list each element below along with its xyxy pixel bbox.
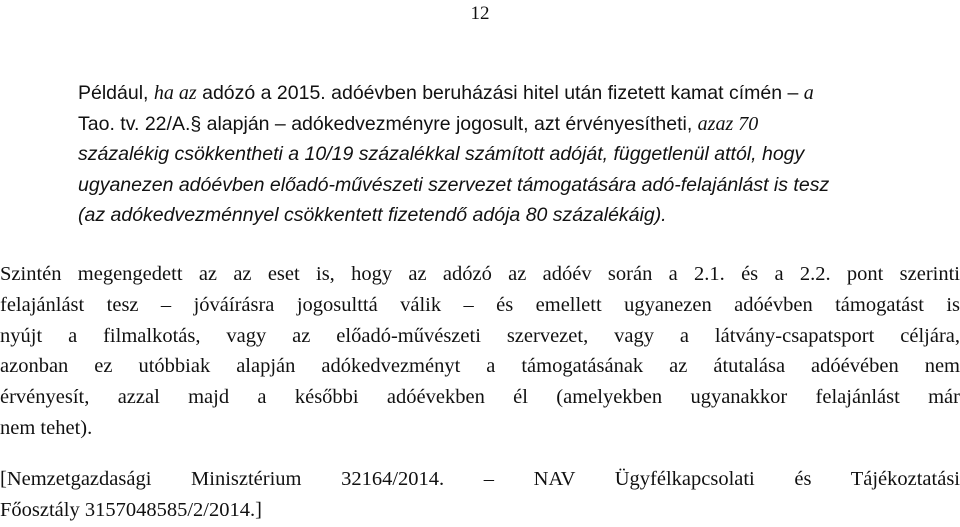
italic-run: ha az (153, 82, 197, 104)
source-reference-line: Főosztály 3157048585/2/2014.] (0, 498, 262, 521)
source-reference-line: [Nemzetgazdasági Minisztérium 32164/2014. – NAV Ügyfélkapcsolati és Tájékoztatási (0, 468, 960, 490)
paragraph-example-line-3: százalékig csökkentheti a 10/19 százalékkal számított adóját, függetlenül attól, hogy (78, 143, 805, 165)
paragraph-example-line-2 (78, 109, 958, 140)
paragraph-example (78, 78, 958, 231)
paragraph-line: azonban ez utóbbiak alapján adókedvezményt a támogatásának az átutalása adóévében nem (0, 355, 960, 378)
page-number: 12 (470, 3, 490, 24)
text-run: adózó a 2015. adóévben beruházási hitel után fizetett kamat címén – (196, 82, 804, 104)
text-run: Például, (78, 82, 154, 104)
paragraph-line: nyújt a filmalkotás, vagy az előadó-művészeti szervezet, vagy a látvány-csapatsport céljára, (0, 324, 960, 347)
italic-run: azaz 70 (697, 112, 759, 135)
paragraph-example-line-1 (78, 78, 958, 109)
text-run: Tao. tv. 22/A.§ alapján – adókedvezményre jogosult, azt érvényesítheti, (78, 112, 698, 135)
paragraph-line: felajánlást tesz – jóváírásra jogosulttá válik – és emellett ugyanezen adóévben támogatást is (0, 293, 960, 316)
paragraph-example-line-4: ugyanezen adóévben előadó-művészeti szervezet támogatására adó-felajánlást is tesz (78, 173, 830, 196)
paragraph-line: érvényesít, azzal majd a későbbi adóévekben él (amelyekben ugyanakkor felajánlást már (0, 386, 960, 409)
paragraph-example-line-5: (az adókedvezménnyel csökkentett fizetendő adója 80 százalékáig). (78, 204, 667, 226)
paragraph-line: nem tehet). (0, 416, 93, 439)
source-reference (0, 464, 960, 526)
italic-run: a (803, 82, 814, 104)
paragraph-line: Szintén megengedett az az eset is, hogy az adózó az adóév során a 2.1. és a 2.2. pont szerinti (0, 263, 960, 285)
paragraph-also-allowed (0, 259, 960, 444)
